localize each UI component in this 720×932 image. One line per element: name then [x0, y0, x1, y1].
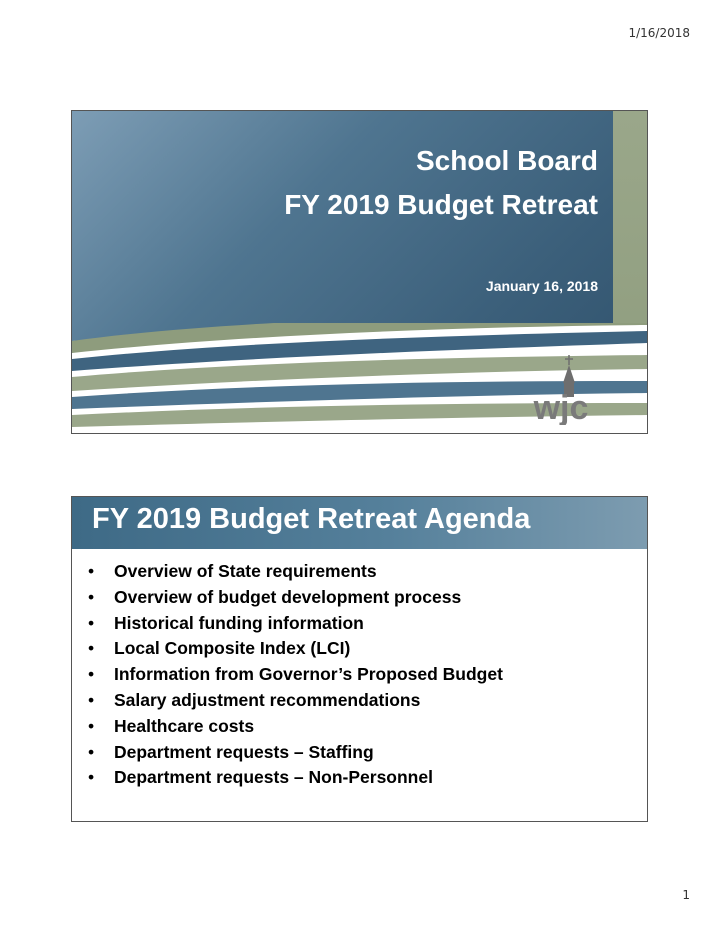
agenda-item-text: Information from Governor’s Proposed Budget [114, 664, 503, 685]
title-slide [71, 110, 648, 434]
agenda-list [86, 559, 503, 791]
bullet-icon: • [88, 612, 95, 633]
bullet-icon: • [88, 741, 95, 762]
bullet-icon: • [88, 767, 95, 788]
page-number: 1 [682, 888, 690, 902]
agenda-item-text: Salary adjustment recommendations [114, 689, 421, 710]
slide-title-line1: School Board [415, 145, 598, 176]
list-item [86, 714, 503, 740]
agenda-item-text: Overview of budget development process [114, 586, 462, 607]
list-item [86, 636, 503, 662]
list-item [86, 740, 503, 766]
slide-date: January 16, 2018 [485, 278, 598, 294]
list-item [86, 688, 503, 714]
agenda-title: FY 2019 Budget Retreat Agenda [92, 503, 531, 535]
list-item [86, 662, 503, 688]
list-item [86, 611, 503, 637]
agenda-item-text: Historical funding information [114, 612, 364, 633]
bullet-icon: • [88, 561, 95, 581]
agenda-item-text: Overview of State requirements [114, 561, 377, 581]
svg-text:wjc: wjc [533, 389, 589, 425]
bullet-icon: • [88, 689, 95, 710]
list-item [86, 559, 503, 585]
list-item [86, 765, 503, 791]
bullet-icon: • [88, 638, 95, 659]
agenda-slide [71, 496, 648, 822]
bullet-icon: • [88, 586, 95, 607]
agenda-item-text: Healthcare costs [114, 715, 255, 736]
agenda-item-text: Local Composite Index (LCI) [114, 638, 351, 659]
wjc-logo-icon [515, 353, 607, 425]
bullet-icon: • [88, 664, 95, 685]
bullet-icon: • [88, 715, 95, 736]
page-date: 1/16/2018 [628, 26, 690, 40]
list-item [86, 585, 503, 611]
agenda-item-text: Department requests – Non-Personnel [114, 767, 433, 788]
agenda-item-text: Department requests – Staffing [114, 741, 374, 762]
agenda-header [72, 497, 647, 549]
slide-title-line2: FY 2019 Budget Retreat [284, 189, 598, 220]
